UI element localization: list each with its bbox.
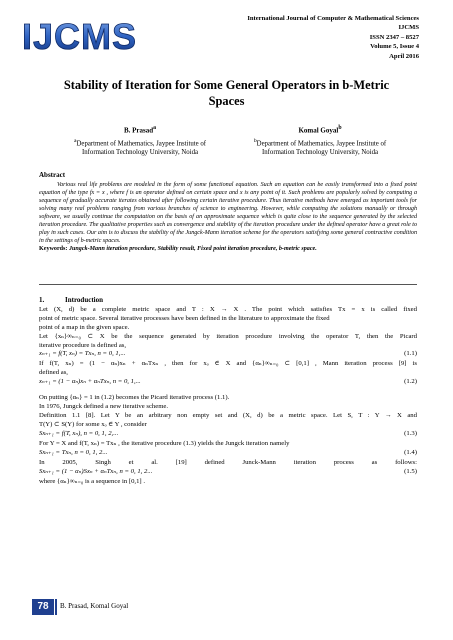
author-1-affiliation: Department of Mathematics, Jaypee Institute of <box>76 140 206 148</box>
equation-expression: xₙ₊₁ = (1 − αₙ)xₙ + αₙTxₙ, n = 0, 1,... <box>39 378 141 386</box>
paper-title: Stability of Iteration for Some General Operators in b-Metric Spaces <box>63 78 390 108</box>
text-line: Definition 1.1 [8]. Let Y be an arbitrary non empty set and (X, d) be a metric space. Let S, T : Y → X and <box>39 412 417 420</box>
equation <box>39 449 417 459</box>
text-line: point of metric space. Several iterative processes have been defined in the literature to approximate the fixed <box>39 314 330 322</box>
section-body <box>39 306 417 486</box>
journal-issn: ISSN 2347 – 8527 <box>369 33 419 41</box>
text-line: T(Y) ⊂ S(Y) for some xₒ ∈ Y , consider <box>39 420 147 428</box>
equation <box>39 430 417 440</box>
equation-number: (1.5) <box>404 467 417 475</box>
equation-expression: xₙ₊₁ = f(T, xₙ) = Txₙ, n = 0, 1,... <box>39 350 126 358</box>
author-1: B. Prasad$^a$ $^a$Department of Mathematics, Jaypee Institute of Information Technology University, Noida <box>74 125 206 156</box>
equation-expression: Sxₙ₊₁ = Txₙ, n = 0, 1, 2... <box>39 448 108 456</box>
author-2-affiliation: Department of Mathematics, Jaypee Institute of <box>256 140 387 148</box>
author-1-name: B. Prasad <box>123 126 154 135</box>
abstract-text: Various real life problems are modeled in the form of some functional equation. Such an equation can be easily transformed into a fixed point equation of the type fx = x , where f is an operator defined on certain space and x is any point of it. Such problems are popularly solved by computing a sequence of gradually accurate iterates obtained after following certain iterative procedure. Thus iterative methods have emerged as important tools for solving many real problems ranging from various branches of science to engineering. However, while computing the solutions manually or through software, we usually continue the computation on the basis of an approximate sequence which is quite close to the sequence generated by the selected iteration procedure. The qualitative properties such as convergence and stability of the iteration procedure under the defined operator have a great role to play in such cases. Our aim is to discuss the stability of the Jungck-Mann iteration scheme for the operators satisfying some general contractive condition in the settings of b-metric spaces. <box>39 182 417 245</box>
equation-number: (1.1) <box>404 350 417 358</box>
abstract-heading: Abstract <box>39 171 66 179</box>
keywords-text: Jungck-Mann iteration procedure, Stability result, Fixed point iteration procedure, b-metric space. <box>68 246 317 253</box>
text-line: defined as, <box>39 369 68 377</box>
keywords <box>39 245 417 253</box>
keywords-label: Keywords: <box>39 246 68 253</box>
equation-expression: Sxₙ₊₁ = (1 − αₙ)Sxₙ + αₙTxₙ, n = 0, 1, 2... <box>39 467 153 475</box>
page-number: 78 <box>32 599 54 615</box>
equation <box>39 378 417 388</box>
text-line: where {αₙ}∞ₙ₌₀ is a sequence in [0,1] . <box>39 477 146 485</box>
text-line: On putting {αₙ} = 1 in (1.2) becomes the Picard iterative process (1.1). <box>39 394 230 402</box>
journal-volume: Volume 5, Issue 4 <box>370 43 419 51</box>
authors-block <box>40 124 430 158</box>
equation-number: (1.3) <box>404 429 417 437</box>
svg-text:IJCMS: IJCMS <box>22 16 138 56</box>
section-heading: 1. Introduction <box>39 296 103 304</box>
journal-info <box>199 14 419 61</box>
footer-authors: B. Prasad, Komal Goyal <box>60 602 129 610</box>
author-2-name: Komal Goyal <box>298 126 339 135</box>
text-line: In 1976, Jungck defined a new iterative scheme. <box>39 403 169 411</box>
abstract <box>39 181 417 253</box>
journal-date: April 2016 <box>389 52 419 60</box>
journal-name: International Journal of Computer & Mathematical Sciences <box>247 15 419 22</box>
text-line: Let {xₙ}∞ₙ₌₀ ⊂ X be the sequence generated by iteration procedure involving the operator T, then the Picard <box>39 332 417 340</box>
equation-number: (1.2) <box>404 378 417 386</box>
author-2: Komal Goyal$^b$ $^b$Department of Mathematics, Jaypee Institute of Information Technology University, Noida <box>253 125 387 156</box>
text-line: Let (X, d) be a complete metric space and T : X → X . The point which satisfies Tx = x is called fixed <box>39 306 417 313</box>
equation-number: (1.4) <box>404 448 417 456</box>
text-line: In 2005, Singh et al. [19] defined Junck-Mann iteration process as follows: <box>39 458 417 466</box>
text-line: iterative procedure is defined as, <box>39 341 127 349</box>
text-line: For Y = X and f(T, xₙ) = Txₙ , the iterative procedure (1.3) yields the Jungck iteration namely <box>39 439 290 447</box>
text-line: point of a map in the given space. <box>39 323 130 331</box>
equation-expression: Sxₙ₊₁ = f(T, xₙ), n = 0, 1, 2,... <box>39 429 119 437</box>
equation <box>39 468 417 478</box>
footer-bar <box>55 599 57 615</box>
section-divider <box>39 284 417 285</box>
text-line: If f(T, xₙ) = (1 − αₙ)xₙ + αₙTxₙ , then for xₒ ∈ X and {αₙ}∞ₙ₌₀ ⊂ [0,1] , Mann iteration process [9] is <box>39 360 417 368</box>
journal-logo <box>20 16 138 56</box>
journal-abbr: IJCMS <box>398 24 419 32</box>
equation <box>39 350 417 360</box>
